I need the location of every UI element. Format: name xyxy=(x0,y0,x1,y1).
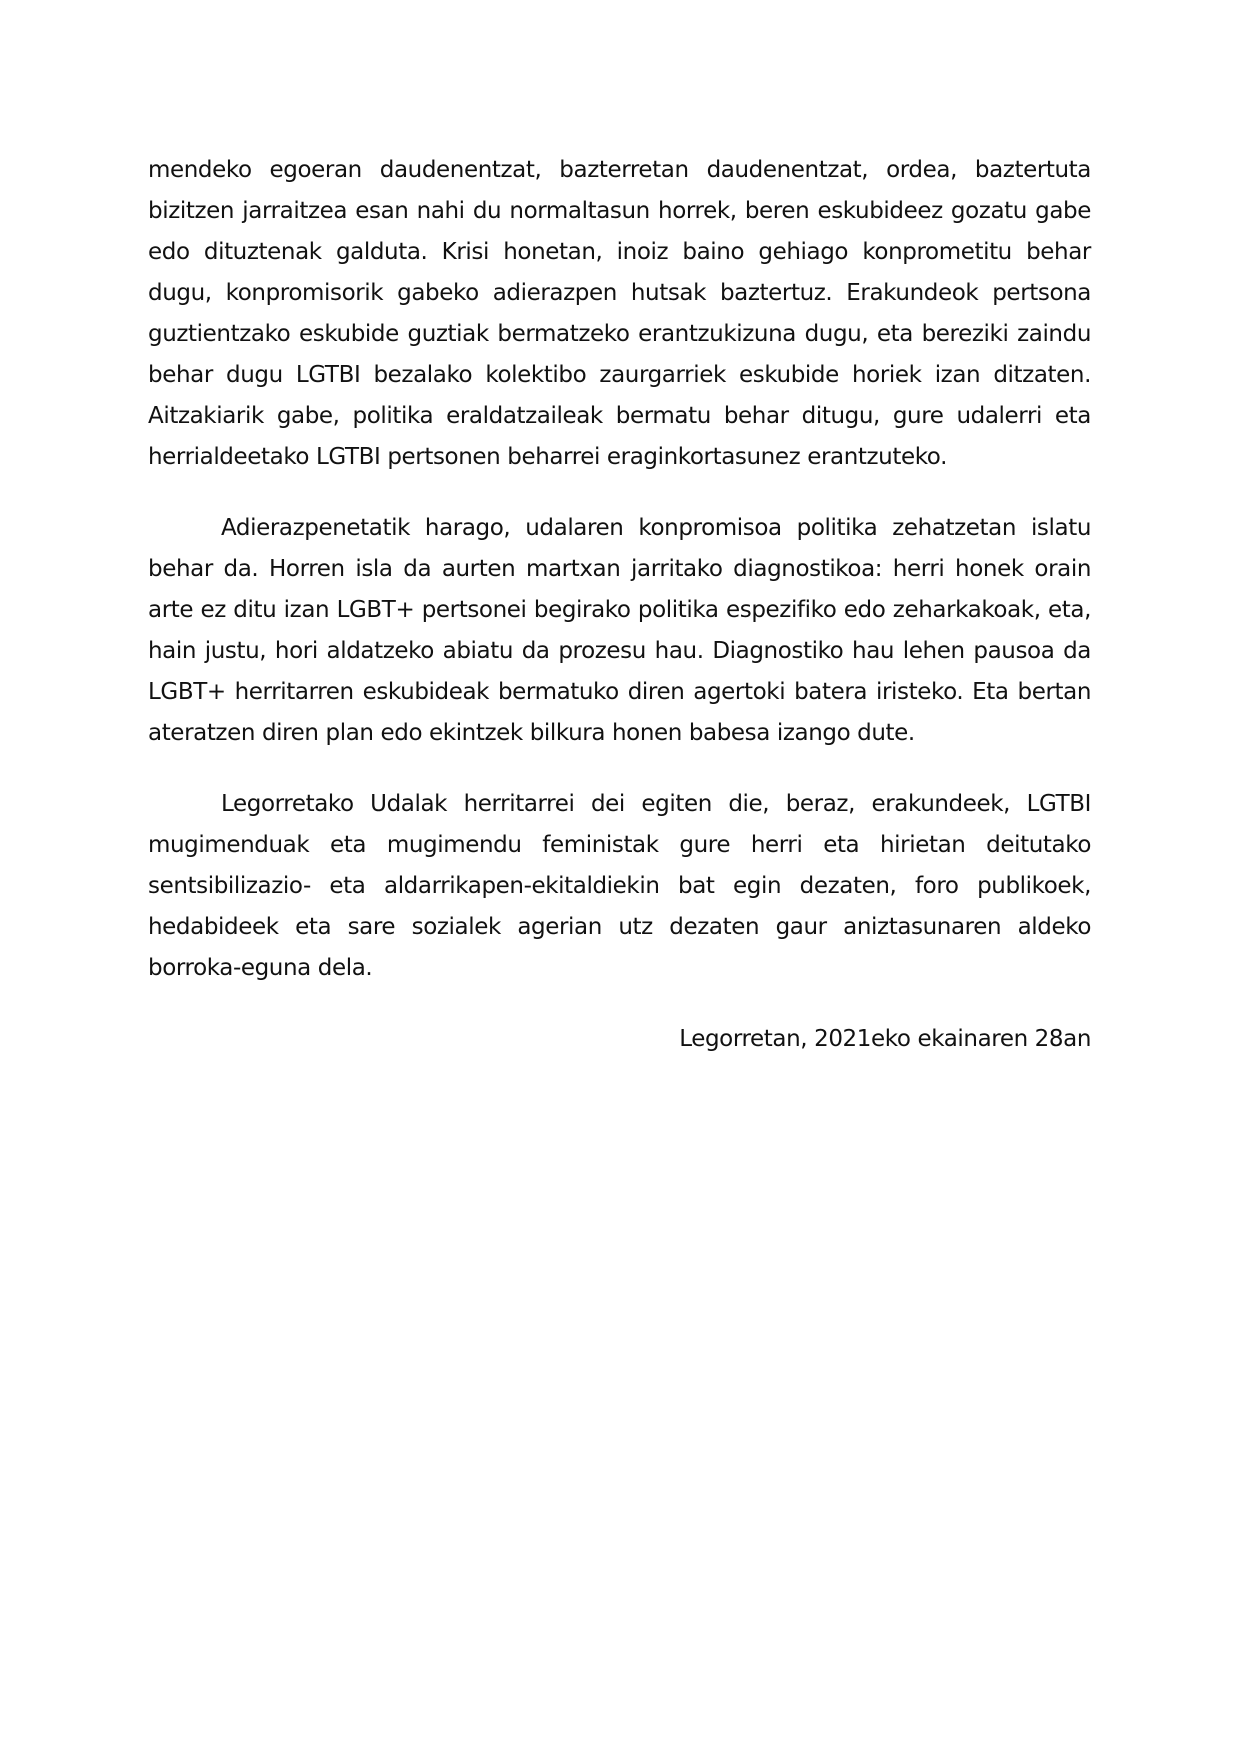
document-body xyxy=(148,150,1091,1060)
paragraph-2: Adierazpenetatik harago, udalaren konpromisoa politika zehatzetan islatu behar da. Horren isla da aurten martxan jarritako diagnostikoa: herri honek orain arte ez ditu izan LGBT+ pertsonei begirako politika espezifiko edo zeharkakoak, eta, hain justu, hori aldatzeko abiatu da prozesu hau. Diagnostiko hau lehen pausoa da LGBT+ herritarren eskubideak bermatuko diren agertoki batera iristeko. Eta bertan ateratzen diren plan edo ekintzek bilkura honen babesa izango dute. xyxy=(148,515,1091,746)
paragraph-1: mendeko egoeran daudenentzat, bazterretan daudenentzat, ordea, baztertuta bizitzen jarraitzea esan nahi du normaltasun horrek, beren eskubideez gozatu gabe edo dituztenak galduta. Krisi honetan, inoiz baino gehiago konprometitu behar dugu, konpromisorik gabeko adierazpen hutsak baztertuz. Erakundeok pertsona guztientzako eskubide guztiak bermatzeko erantzukizuna dugu, eta bereziki zaindu behar dugu LGTBI bezalako kolektibo zaurgarriek eskubide horiek izan ditzaten. Aitzakiarik gabe, politika eraldatzaileak bermatu behar ditugu, gure udalerri eta herrialdeetako LGTBI pertsonen beharrei eraginkortasunez erantzuteko. xyxy=(148,157,1091,470)
paragraph-3: Legorretako Udalak herritarrei dei egiten die, beraz, erakundeek, LGTBI mugimenduak eta mugimendu feministak gure herri eta hirietan deitutako sentsibilizazio- eta aldarrikapen-ekitaldiekin bat egin dezaten, foro publikoek, hedabideek eta sare sozialek agerian utz dezaten gaur aniztasunaren aldeko borroka-eguna dela. xyxy=(148,791,1091,981)
place-and-date: Legorretan, 2021eko ekainaren 28an xyxy=(679,1026,1091,1052)
